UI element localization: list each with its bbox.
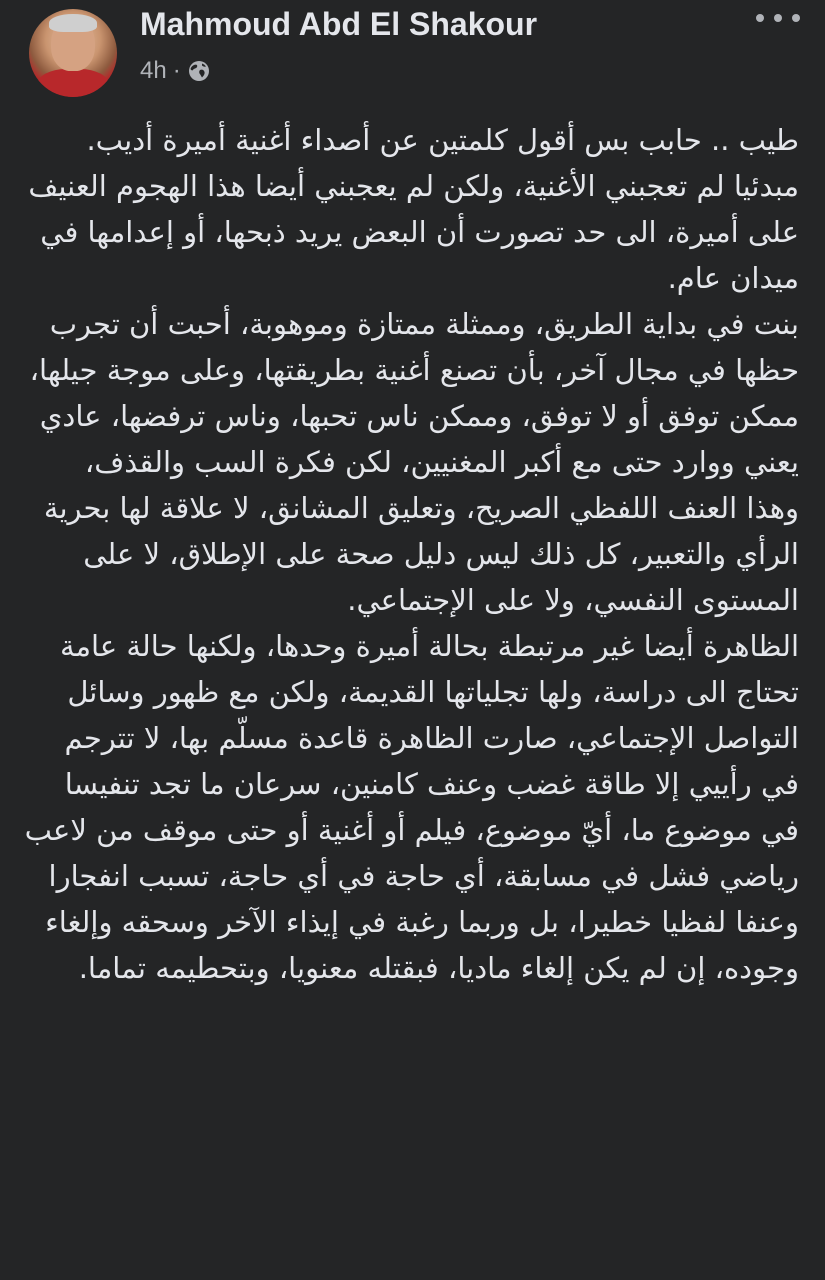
more-dot <box>756 14 764 22</box>
post-paragraph: بنت في بداية الطريق، وممثلة ممتازة وموهوبة، أحبت أن تجرب حظها في مجال آخر، بأن تصنع أغنية بطريقتها، وعلى موجة جيلها، ممكن توفق أو لا توفق، وممكن ناس تحبها، وناس ترفضها، عادي يعني ووارد حتى مع أكبر المغنيين، لكن فكرة السب والقذف، وهذا العنف اللفظي الصريح، وتعليق المشانق، لا علاقة لها بحرية الرأي والتعبير، كل ذلك ليس دليل صحة على الإطلاق، لا على المستوى النفسي، ولا على الإجتماعي. <box>29 307 799 617</box>
post-paragraph: طيب .. حابب بس أقول كلمتين عن أصداء أغنية أميرة أديب. <box>86 123 799 157</box>
avatar-hair <box>49 14 97 32</box>
post-paragraph: مبدئيا لم تعجبني الأغنية، ولكن لم يعجبني أيضا هذا الهجوم العنيف على أميرة، الى حد تصورت أن البعض يريد ذبحها، أو إعدامها في ميدان عام. <box>28 169 799 295</box>
post-timestamp[interactable]: 4h <box>140 57 167 84</box>
author-name[interactable]: Mahmoud Abd El Shakour <box>140 6 538 42</box>
post-header <box>0 0 825 100</box>
post-meta <box>140 56 211 86</box>
meta-separator: · <box>172 57 181 84</box>
post-paragraph: الظاهرة أيضا غير مرتبطة بحالة أميرة وحدها، ولكنها حالة عامة تحتاج الى دراسة، ولها تجلياتها القديمة، ولكن مع ظهور وسائل التواصل الإجتماعي، صارت الظاهرة قاعدة مسلّم بها، لا تترجم في رأييي إلا طاقة غضب وعنف كامنين، سرعان ما تجد تنفيسا في موضوع ما، أيّ موضوع، فيلم أو أغنية أو حتى موقف من لاعب رياضي فشل في مسابقة، أي حاجة في أي حاجة، تسبب انفجارا وعنفا لفظيا خطيرا، بل وربما رغبة في إيذاء الآخر وسحقه وإلغاء وجوده، إن لم يكن إلغاء ماديا، فبقتله معنويا، وبتحطيمه تماما. <box>24 629 799 985</box>
globe-icon[interactable] <box>187 59 211 83</box>
post-body <box>24 117 799 991</box>
more-dot <box>774 14 782 22</box>
more-options-icon[interactable] <box>756 6 800 30</box>
more-dot <box>792 14 800 22</box>
avatar-shirt <box>37 69 109 97</box>
author-avatar[interactable] <box>29 9 117 97</box>
